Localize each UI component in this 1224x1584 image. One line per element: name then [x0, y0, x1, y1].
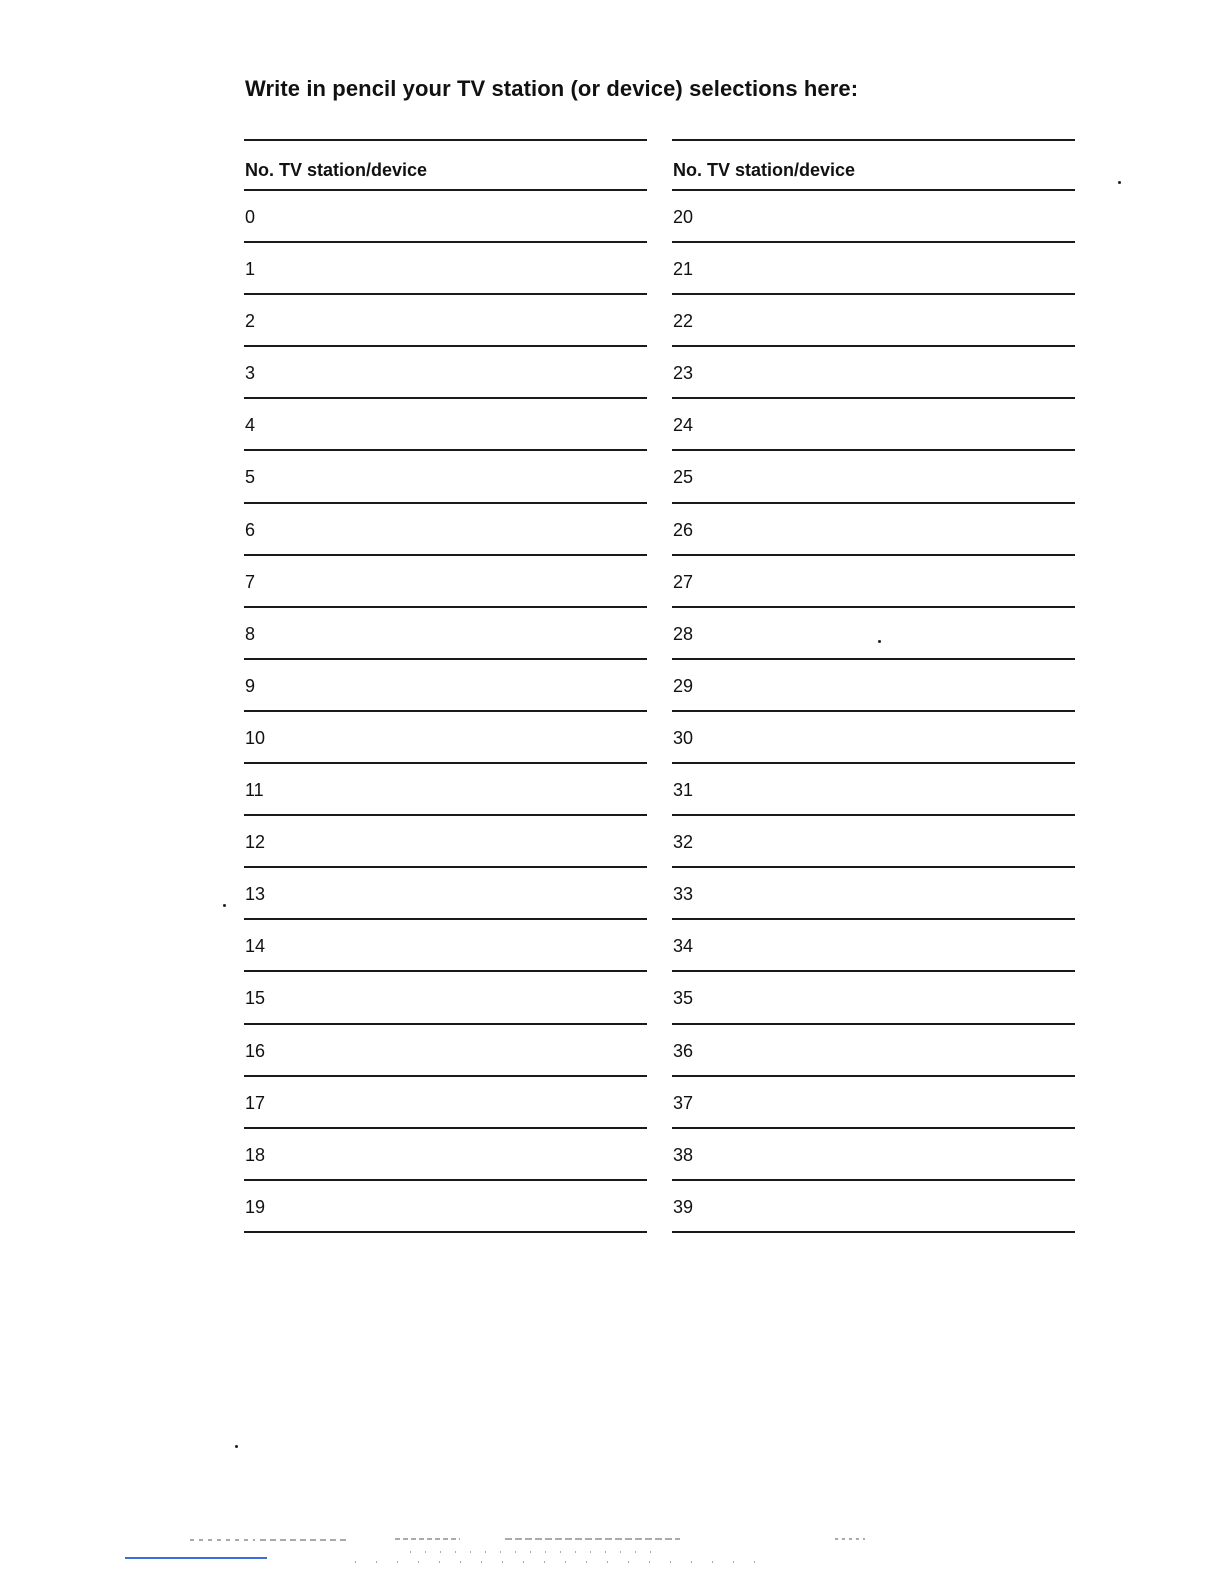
station-entry-field[interactable]: [304, 201, 647, 231]
station-number: 16: [245, 1040, 266, 1061]
table-row: [244, 868, 647, 920]
station-entry-field[interactable]: [732, 670, 1075, 700]
column-header: [672, 139, 1075, 191]
station-entry-field[interactable]: [732, 774, 1075, 804]
station-entry-field[interactable]: [304, 461, 647, 491]
station-number: 3: [245, 363, 256, 384]
table-row: [672, 191, 1075, 243]
station-entry-field[interactable]: [304, 305, 647, 335]
table-row: [672, 399, 1075, 451]
station-number: 24: [673, 415, 694, 436]
station-entry-field[interactable]: [732, 722, 1075, 752]
station-entry-field[interactable]: [304, 409, 647, 439]
station-entry-field[interactable]: [732, 878, 1075, 908]
station-number: 14: [245, 936, 266, 957]
station-entry-field[interactable]: [304, 1087, 647, 1117]
table-row: [672, 1129, 1075, 1181]
column-header: [244, 139, 647, 191]
station-number: 34: [673, 936, 694, 957]
station-number: 28: [673, 623, 694, 644]
station-number: 26: [673, 519, 694, 540]
station-entry-field[interactable]: [304, 878, 647, 908]
table-row: [672, 816, 1075, 868]
station-number: 30: [673, 727, 694, 748]
table-row: [244, 451, 647, 503]
station-number: 4: [245, 415, 256, 436]
station-number: 0: [245, 207, 256, 227]
table-row: [672, 868, 1075, 920]
station-entry-field[interactable]: [304, 566, 647, 596]
table-row: [244, 764, 647, 816]
table-row: [672, 1181, 1075, 1233]
station-entry-field[interactable]: [732, 409, 1075, 439]
station-number: 10: [245, 727, 266, 748]
station-number: 21: [673, 259, 694, 280]
station-entry-field[interactable]: [732, 1035, 1075, 1065]
station-number: 18: [245, 1144, 266, 1165]
station-entry-field[interactable]: [304, 1191, 647, 1221]
table-row: [672, 920, 1075, 972]
table-row: [244, 712, 647, 764]
station-entry-field[interactable]: [732, 461, 1075, 491]
table-row: [244, 660, 647, 712]
table-row: [672, 504, 1075, 556]
column-header-label: No. TV station/device: [673, 160, 856, 180]
station-entry-field[interactable]: [732, 357, 1075, 387]
station-entry-field[interactable]: [732, 201, 1075, 231]
station-number: 36: [673, 1040, 694, 1061]
station-entry-field[interactable]: [304, 930, 647, 960]
station-number: 1: [245, 259, 256, 280]
station-number: 11: [245, 780, 264, 801]
table-row: [244, 816, 647, 868]
table-row: [244, 1077, 647, 1129]
station-number: 8: [245, 623, 256, 644]
station-number: 22: [673, 311, 694, 332]
table-row: [672, 295, 1075, 347]
selection-table-right: [672, 139, 1075, 1233]
table-row: [244, 347, 647, 399]
station-number: 15: [245, 988, 266, 1009]
station-entry-field[interactable]: [732, 305, 1075, 335]
station-number: 19: [245, 1196, 266, 1217]
table-row: [244, 191, 647, 243]
station-entry-field[interactable]: [304, 357, 647, 387]
page-title: Write in pencil your TV station (or device) selections here:: [245, 76, 859, 101]
station-number: 20: [673, 207, 694, 227]
station-entry-field[interactable]: [304, 1139, 647, 1169]
table-row: [244, 1181, 647, 1233]
table-row: [672, 1025, 1075, 1077]
selection-table-left: [244, 139, 647, 1233]
station-entry-field[interactable]: [732, 930, 1075, 960]
table-row: [244, 1129, 647, 1181]
station-entry-field[interactable]: [304, 722, 647, 752]
station-number: 17: [245, 1092, 266, 1113]
station-entry-field[interactable]: [304, 618, 647, 648]
station-number: 9: [245, 675, 256, 696]
station-entry-field[interactable]: [732, 514, 1075, 544]
station-entry-field[interactable]: [304, 774, 647, 804]
station-number: 29: [673, 675, 694, 696]
scan-speck: [223, 904, 226, 907]
table-row: [672, 608, 1075, 660]
table-row: [672, 1077, 1075, 1129]
station-entry-field[interactable]: [304, 514, 647, 544]
scan-line: [125, 1557, 267, 1559]
row-list: [244, 191, 647, 1233]
station-number: 25: [673, 467, 694, 488]
station-number: 2: [245, 311, 256, 332]
station-entry-field[interactable]: [732, 1139, 1075, 1169]
scan-speck: [878, 640, 881, 643]
table-row: [244, 504, 647, 556]
table-row: [244, 972, 647, 1024]
station-entry-field[interactable]: [304, 670, 647, 700]
station-number: 37: [673, 1092, 694, 1113]
table-row: [244, 608, 647, 660]
table-row: [244, 920, 647, 972]
station-entry-field[interactable]: [732, 253, 1075, 283]
table-row: [672, 556, 1075, 608]
table-row: [244, 399, 647, 451]
table-row: [672, 972, 1075, 1024]
table-row: [672, 660, 1075, 712]
station-number: 13: [245, 884, 266, 905]
station-number: 27: [673, 571, 694, 592]
scan-noise: [160, 1534, 880, 1564]
station-number: 35: [673, 988, 694, 1009]
row-list: [672, 191, 1075, 1233]
column-header-label: No. TV station/device: [245, 160, 428, 180]
table-row: [244, 556, 647, 608]
table-row: [672, 347, 1075, 399]
station-number: 5: [245, 467, 256, 488]
station-entry-field[interactable]: [304, 982, 647, 1012]
table-row: [672, 243, 1075, 295]
station-entry-field[interactable]: [732, 566, 1075, 596]
station-entry-field[interactable]: [732, 826, 1075, 856]
station-entry-field[interactable]: [304, 826, 647, 856]
station-number: 23: [673, 363, 694, 384]
table-row: [672, 764, 1075, 816]
station-number: 31: [673, 780, 694, 801]
table-row: [672, 712, 1075, 764]
station-entry-field[interactable]: [732, 618, 1075, 648]
station-number: 32: [673, 832, 694, 853]
station-number: 12: [245, 832, 266, 853]
table-row: [244, 1025, 647, 1077]
table-row: [244, 295, 647, 347]
station-entry-field[interactable]: [304, 253, 647, 283]
station-number: 39: [673, 1196, 694, 1217]
station-entry-field[interactable]: [732, 982, 1075, 1012]
scan-speck: [1118, 181, 1121, 184]
station-number: 6: [245, 519, 256, 540]
station-entry-field[interactable]: [732, 1087, 1075, 1117]
station-number: 33: [673, 884, 694, 905]
station-entry-field[interactable]: [732, 1191, 1075, 1221]
table-row: [244, 243, 647, 295]
station-number: 38: [673, 1144, 694, 1165]
station-entry-field[interactable]: [304, 1035, 647, 1065]
station-number: 7: [245, 571, 256, 592]
table-row: [672, 451, 1075, 503]
scan-speck: [235, 1445, 238, 1448]
